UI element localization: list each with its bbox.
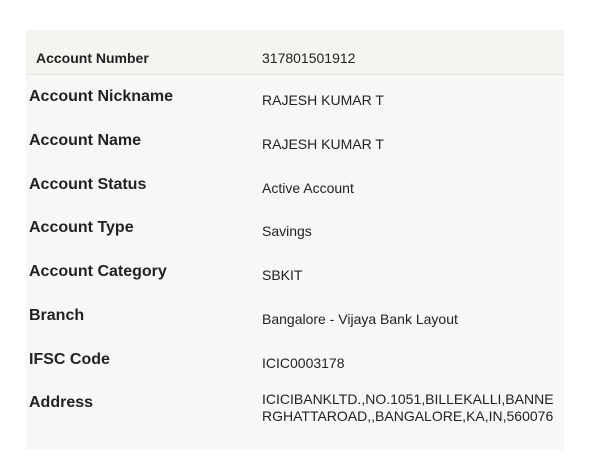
account-type-value: Savings <box>262 223 312 239</box>
address-label: Address <box>29 394 94 411</box>
account-type-label: Account Type <box>29 219 134 236</box>
account-name-value: RAJESH KUMAR T <box>262 136 384 152</box>
ifsc-code-label: IFSC Code <box>29 351 110 368</box>
branch-value: Bangalore - Vijaya Bank Layout <box>262 311 458 327</box>
account-number-label: Account Number <box>36 50 149 66</box>
account-nickname-label: Account Nickname <box>29 88 174 105</box>
account-details-panel <box>26 30 564 450</box>
account-number-row <box>26 30 564 75</box>
ifsc-code-value: ICIC0003178 <box>262 355 345 371</box>
account-name-label: Account Name <box>29 132 142 149</box>
account-category-value: SBKIT <box>262 267 303 283</box>
account-nickname-value: RAJESH KUMAR T <box>262 92 384 108</box>
account-status-value: Active Account <box>262 180 354 196</box>
account-category-label: Account Category <box>29 263 167 280</box>
address-value: ICICIBANKLTD.,NO.1051,BILLEKALLI,BANNERGHATTAROAD,,BANGALORE,KA,IN,560076 <box>262 391 554 424</box>
account-number-value: 317801501912 <box>262 50 356 66</box>
branch-label: Branch <box>29 307 85 324</box>
account-status-label: Account Status <box>29 176 147 193</box>
